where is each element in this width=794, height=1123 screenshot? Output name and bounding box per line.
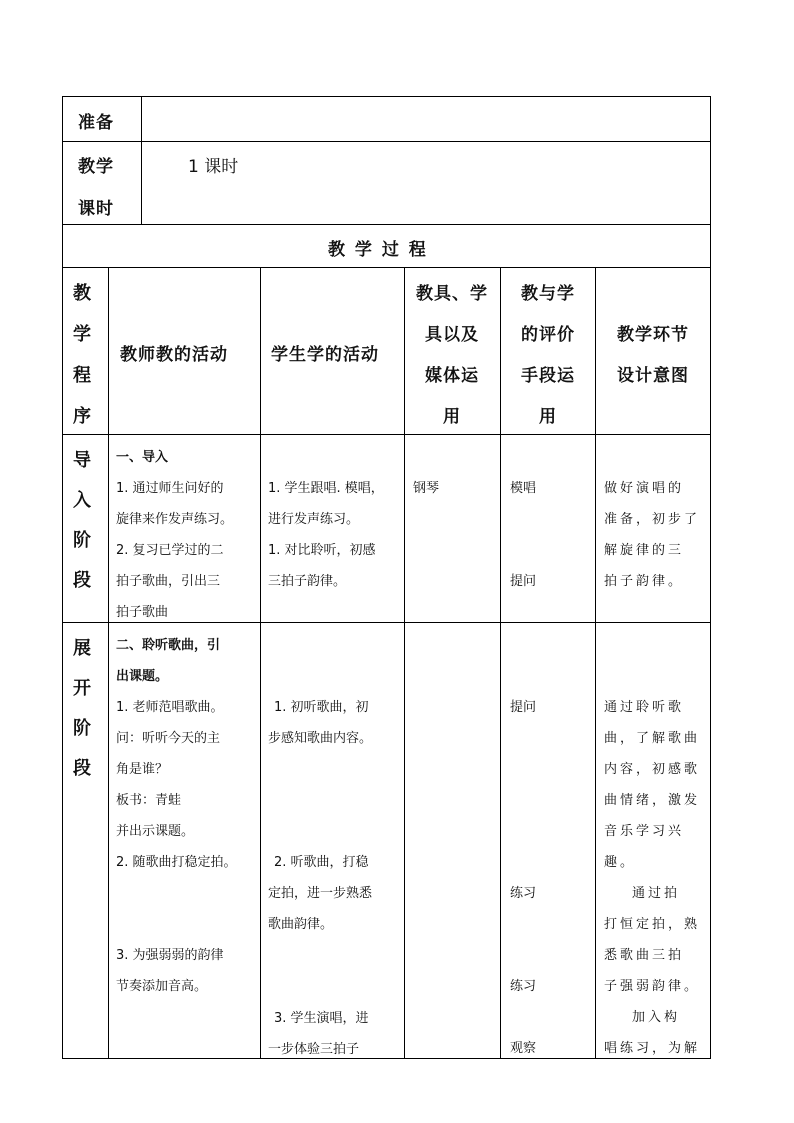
develop-eval-2: 练习: [510, 886, 537, 901]
intro-design-intent: 做好演唱的 准备，初步了 解旋律的三 拍子韵律。: [604, 481, 701, 589]
table-border: [404, 267, 405, 1059]
develop-student-activity-1: 1. 初听歌曲，初 步感知歌曲内容。: [268, 700, 373, 746]
hours-value: 1 课时: [188, 157, 239, 177]
develop-eval-1: 提问: [510, 700, 537, 715]
stage-develop: 展 开 阶 段: [73, 638, 91, 779]
table-border: [108, 267, 109, 1059]
intro-teacher-activity: 一、导入 1. 通过师生问好的 旋律来作发声练习。 2. 复习已学过的二 拍子歌曲，引出三 拍子歌曲: [116, 450, 234, 620]
intro-eval-1: 模唱: [510, 481, 537, 496]
intro-tools: 钢琴: [413, 481, 440, 496]
table-border: [62, 224, 711, 225]
table-border: [62, 96, 63, 1059]
intro-student-activity: 1. 学生跟唱. 模唱， 进行发声练习。 1. 对比聆听，初感 三拍子韵律。: [268, 481, 384, 589]
table-border: [595, 267, 596, 1059]
table-border: [141, 96, 142, 225]
header-evaluation: 教与学 的评价 手段运 用: [521, 284, 575, 427]
develop-design-intent: 通过聆听歌 曲，了解歌曲 内容，初感歌 曲情绪，激发 音乐学习兴 趣。 通过拍 打恒定拍，熟 悉歌曲三拍 子强弱韵律。 加入构 唱练习，为解: [604, 700, 701, 1056]
develop-eval-4: 观察: [510, 1041, 537, 1056]
develop-teacher-activity: 二、聆听歌曲，引 出课题。 1. 老师范唱歌曲。 问：听听今天的主 角是谁？ 板书：青蛙 并出示课题。 2. 随歌曲打稳定拍。: [116, 638, 237, 870]
develop-teacher-activity-3: 3. 为强弱弱的韵律 节奏添加音高。: [116, 948, 224, 994]
table-border: [62, 267, 711, 268]
develop-student-activity-3: 3. 学生演唱，进 一步体验三拍子: [268, 1011, 369, 1057]
intro-eval-2: 提问: [510, 574, 537, 589]
table-border: [62, 141, 711, 142]
process-title: 教 学 过 程: [328, 240, 428, 260]
table-border: [62, 96, 711, 97]
table-border: [260, 267, 261, 1059]
table-border: [710, 96, 711, 1059]
header-teacher-activity: 教师教的活动: [120, 345, 228, 365]
stage-intro: 导 入 阶 段: [73, 450, 91, 591]
header-design-intent: 教学环节 设计意图: [617, 325, 689, 386]
prep-label: 准备: [78, 113, 114, 133]
hours-label-line2: 课时: [78, 199, 114, 219]
develop-student-activity-2: 2. 听歌曲，打稳 定拍，进一步熟悉 歌曲韵律。: [268, 855, 373, 932]
header-tools: 教具、学 具以及 媒体运 用: [416, 284, 488, 427]
table-border: [62, 434, 711, 435]
hours-label-line1: 教学: [78, 157, 114, 177]
header-program: 教 学 程 序: [73, 283, 91, 427]
develop-eval-3: 练习: [510, 979, 537, 994]
header-student-activity: 学生学的活动: [271, 345, 379, 365]
table-border: [500, 267, 501, 1059]
